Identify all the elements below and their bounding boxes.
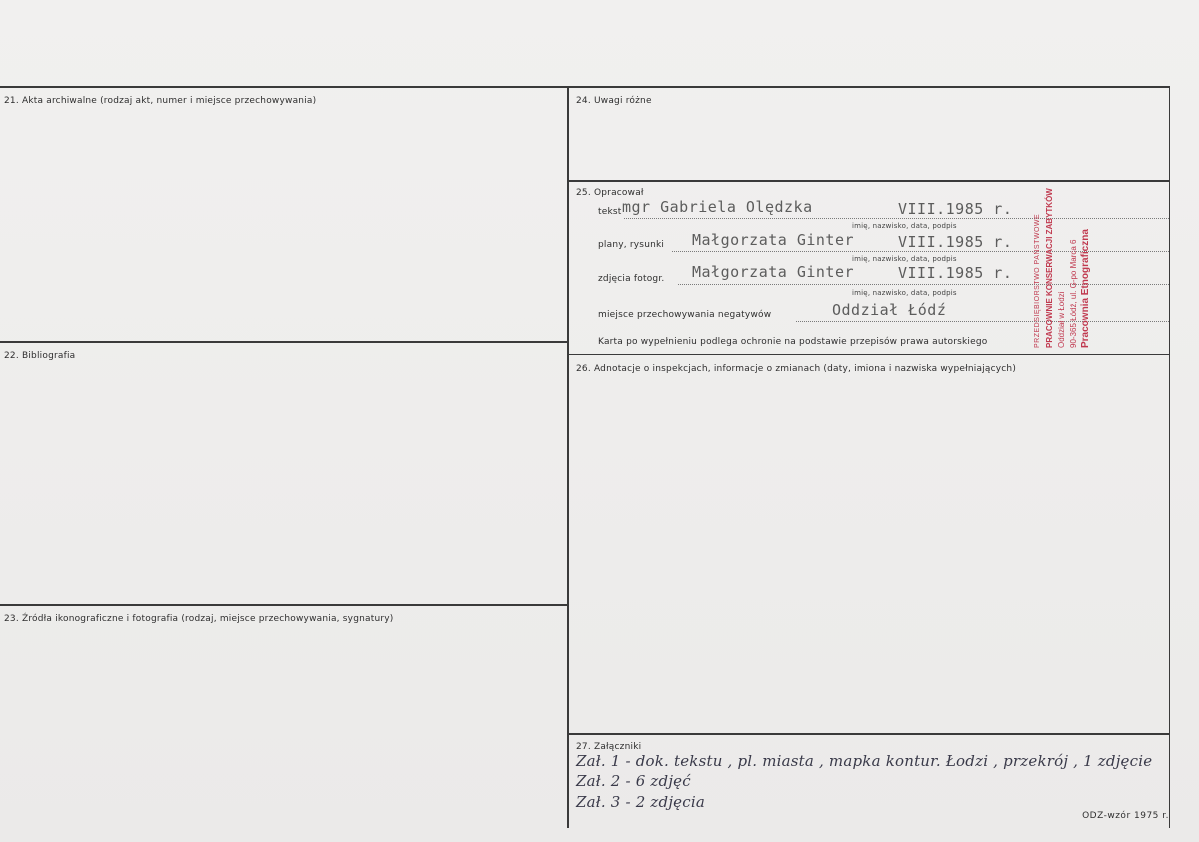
copyright-note: Karta po wypełnieniu podlega ochronie na podstawie przepisów prawa autorskiego <box>598 337 988 347</box>
attachment-1: Zał. 1 - dok. tekstu , pl. miasta , mapka kontur. Łodzi , przekrój , 1 zdjęcie <box>576 752 1153 770</box>
section-26-label: 26. Adnotacje o inspekcjach, informacje o zmianach (daty, imiona i nazwiska wypełniających) <box>576 364 1017 374</box>
zdjecia-date: VIII.1985 r. <box>898 264 1013 282</box>
column-divider <box>567 88 569 828</box>
plany-line <box>672 251 1169 252</box>
tekst-label: tekst <box>598 207 622 217</box>
zdjecia-value: Małgorzata Ginter <box>692 263 855 281</box>
rule-after-22 <box>0 604 567 606</box>
plany-date: VIII.1985 r. <box>898 233 1013 251</box>
negatywy-value: Oddział Łódź <box>832 301 947 319</box>
stamp-line-2: PRACOWNIE KONSERWACJI ZABYTKÓW <box>1045 188 1054 348</box>
tekst-sublabel: imię, nazwisko, data, podpis <box>852 222 957 230</box>
top-rule <box>0 86 1169 88</box>
stamp-line-5: Pracownia Etnograficzna <box>1080 229 1091 348</box>
zdjecia-sublabel: imię, nazwisko, data, podpis <box>852 289 957 297</box>
negatywy-line <box>796 321 1169 322</box>
section-21-label: 21. Akta archiwalne (rodzaj akt, numer i miejsce przechowywania) <box>4 96 317 106</box>
zdjecia-label: zdjęcia fotogr. <box>598 274 665 284</box>
attachment-3: Zał. 3 - 2 zdjęcia <box>576 793 705 811</box>
institution-stamp <box>1032 158 1092 348</box>
rule-after-25 <box>569 354 1169 355</box>
form-id: ODZ-wzór 1975 r. <box>1082 811 1169 821</box>
negatywy-label: miejsce przechowywania negatywów <box>598 310 772 320</box>
right-edge <box>1169 86 1170 828</box>
section-24-label: 24. Uwagi różne <box>576 96 652 106</box>
stamp-line-4: 90-365 Łódź, ul. G-po Marca 6 <box>1069 239 1078 348</box>
stamp-line-3: Oddział w Łodzi <box>1057 291 1066 348</box>
rule-after-21 <box>0 341 567 343</box>
section-22-label: 22. Bibliografia <box>4 351 76 361</box>
tekst-value: mgr Gabriela Olędzka <box>622 198 813 216</box>
section-23-label: 23. Źródła ikonograficzne i fotografia (rodzaj, miejsce przechowywania, sygnatury) <box>4 614 394 624</box>
stamp-line-1: PRZEDSIĘBIORSTWO PAŃSTWOWE <box>1034 213 1041 348</box>
tekst-date: VIII.1985 r. <box>898 200 1013 218</box>
zdjecia-line <box>678 284 1169 285</box>
plany-label: plany, rysunki <box>598 240 665 250</box>
attachment-2: Zał. 2 - 6 zdjęć <box>576 772 691 790</box>
plany-sublabel: imię, nazwisko, data, podpis <box>852 255 957 263</box>
section-25-label: 25. Opracował <box>576 188 644 198</box>
plany-value: Małgorzata Ginter <box>692 231 855 249</box>
rule-after-26 <box>569 733 1169 735</box>
section-27-label: 27. Załączniki <box>576 742 642 752</box>
